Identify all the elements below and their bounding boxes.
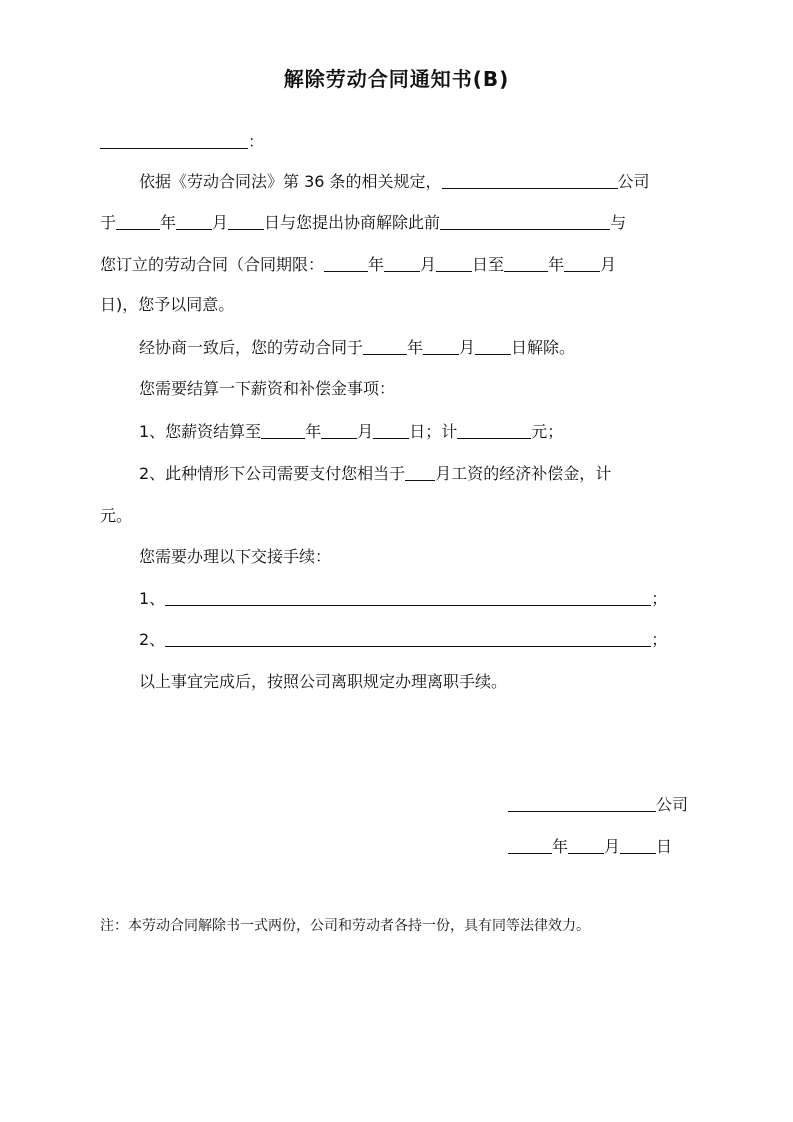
salary-settle-text: 1、您薪资结算至 [139, 422, 262, 441]
salary-year-blank[interactable] [261, 418, 305, 439]
prior-party-blank[interactable] [440, 209, 610, 230]
recipient-name-blank[interactable] [100, 128, 248, 149]
signature-day-label: 日 [656, 837, 673, 856]
signature-year-blank[interactable] [508, 833, 552, 854]
text-month: 月 [420, 255, 437, 274]
handover-item-1-end: ； [651, 589, 668, 608]
text-day-to: 日至 [472, 255, 505, 274]
salary-total-text: 日；计 [409, 422, 458, 441]
termination-month-blank[interactable] [423, 334, 459, 355]
consent-text: 日)，您予以同意。 [100, 295, 235, 314]
signature-year-label: 年 [552, 837, 569, 856]
text-month: 月 [357, 422, 374, 441]
term-start-day-blank[interactable] [436, 251, 472, 272]
para1-line1 [139, 168, 700, 196]
signature-company-label: 公司 [656, 795, 689, 814]
signature-company-line [508, 791, 708, 819]
proposal-year-blank[interactable] [116, 209, 160, 230]
text-year: 年 [548, 255, 565, 274]
handover-item-2-blank[interactable] [165, 626, 651, 647]
salary-day-blank[interactable] [373, 418, 409, 439]
term-end-year-blank[interactable] [504, 251, 548, 272]
termination-year-blank[interactable] [363, 334, 407, 355]
salutation-colon: ： [248, 132, 265, 151]
company-label: 公司 [617, 172, 650, 191]
text-year: 年 [368, 255, 385, 274]
para1-line3 [100, 251, 700, 279]
closing-text: 以上事宜完成后，按照公司离职规定办理离职手续。 [139, 672, 508, 691]
text-month: 月 [600, 255, 617, 274]
settlement-item-1 [139, 418, 700, 446]
signature-company-blank[interactable] [508, 791, 656, 812]
proposal-day-blank[interactable] [228, 209, 264, 230]
handover-item-2-number: 2、 [139, 630, 166, 649]
termination-end-text: 日解除。 [511, 338, 576, 357]
handover-heading [139, 543, 700, 571]
signature-month-blank[interactable] [568, 833, 604, 854]
text-yuan: 元； [531, 422, 564, 441]
settlement-item-2 [139, 460, 700, 488]
text-year: 年 [160, 213, 177, 232]
handover-heading-text: 您需要办理以下交接手续： [139, 547, 332, 566]
handover-item-1-number: 1、 [139, 589, 166, 608]
closing-line [139, 668, 700, 696]
legal-basis-text: 依据《劳动合同法》第 36 条的相关规定， [139, 172, 442, 191]
para1-line2 [100, 209, 700, 237]
text-year: 年 [407, 338, 424, 357]
term-start-month-blank[interactable] [384, 251, 420, 272]
text-yu: 于 [100, 213, 117, 232]
document-title: 解除劳动合同通知书(B) [283, 67, 510, 91]
text-and: 与 [610, 213, 627, 232]
para2-line [139, 334, 700, 362]
term-start-year-blank[interactable] [324, 251, 368, 272]
proposal-text: 日与您提出协商解除此前 [264, 213, 441, 232]
handover-item-2-end: ； [651, 630, 668, 649]
compensation-suffix-text: 月工资的经济补偿金，计 [435, 464, 612, 483]
settlement-heading [139, 375, 700, 403]
proposal-month-blank[interactable] [176, 209, 212, 230]
text-year: 年 [305, 422, 322, 441]
text-yuan-end: 元。 [100, 506, 133, 525]
settlement-item-2-cont [100, 502, 700, 530]
term-end-month-blank[interactable] [564, 251, 600, 272]
signature-day-blank[interactable] [620, 833, 656, 854]
handover-item-1-blank[interactable] [165, 585, 651, 606]
para1-line4 [100, 291, 700, 319]
signature-month-label: 月 [604, 837, 621, 856]
compensation-months-blank[interactable] [405, 460, 435, 481]
settlement-heading-text: 您需要结算一下薪资和补偿金事项： [139, 379, 396, 398]
text-month: 月 [212, 213, 229, 232]
compensation-text: 2、此种情形下公司需要支付您相当于 [139, 464, 406, 483]
company-name-blank[interactable] [442, 168, 618, 189]
text-month: 月 [459, 338, 476, 357]
footnote: 注：本劳动合同解除书一式两份，公司和劳动者各持一份，具有同等法律效力。 [100, 918, 590, 934]
termination-day-blank[interactable] [475, 334, 511, 355]
contract-term-text: 您订立的劳动合同（合同期限： [100, 255, 325, 274]
signature-date-line [508, 833, 708, 861]
handover-item-2 [139, 626, 700, 654]
termination-text: 经协商一致后，您的劳动合同于 [139, 338, 364, 357]
salutation-line [100, 128, 700, 156]
salary-amount-blank[interactable] [457, 418, 531, 439]
salary-month-blank[interactable] [321, 418, 357, 439]
handover-item-1 [139, 585, 700, 613]
